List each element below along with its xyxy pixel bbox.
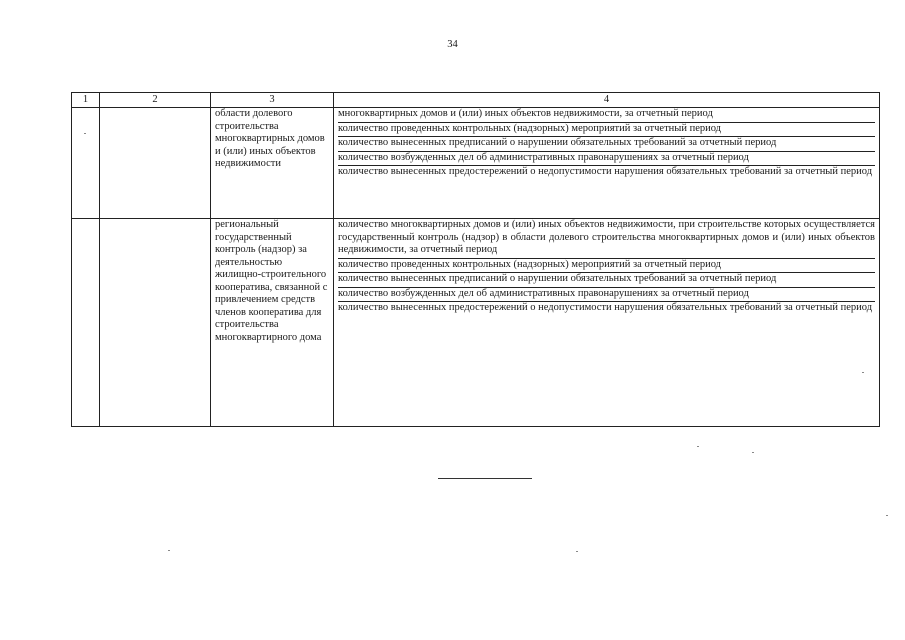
indicator-item: количество проведенных контрольных (надзорных) мероприятий за отчетный период: [338, 123, 875, 138]
indicator-cell: [334, 219, 880, 427]
header-col-2: 2: [100, 93, 211, 108]
control-subject: региональный государственный контроль (надзор) за деятельностью жилищно-строительного кооператива, связанной с привлечением средств членов кооператива для строительства многоквартирного дома: [211, 219, 334, 427]
table-row: [72, 219, 880, 427]
scan-speck: [84, 133, 86, 134]
table-header-row: [72, 93, 880, 108]
header-col-3: 3: [211, 93, 334, 108]
indicator-item: количество многоквартирных домов и (или) иных объектов недвижимости, при строительстве которых осуществляется государственный контроль (надзор) в области долевого строительства многоквартирных домов и (или) иных объектов недвижимости, за отчетный период: [338, 219, 875, 259]
scan-speck: [697, 446, 699, 447]
indicator-item: количество проведенных контрольных (надзорных) мероприятий за отчетный период: [338, 259, 875, 274]
indicators-table: [71, 92, 880, 427]
scan-speck: [576, 551, 578, 552]
indicator-cell: [334, 108, 880, 219]
indicator-item: количество вынесенных предписаний о нарушении обязательных требований за отчетный период: [338, 137, 875, 152]
scan-speck: [168, 550, 170, 551]
scan-speck: [886, 515, 888, 516]
indicator-item: многоквартирных домов и (или) иных объектов недвижимости, за отчетный период: [338, 108, 875, 123]
row-2-col-2: [100, 219, 211, 427]
indicator-item: количество вынесенных предостережений о недопустимости нарушения обязательных требований за отчетный период: [338, 302, 873, 313]
scan-speck: [752, 452, 754, 453]
indicator-item: количество вынесенных предостережений о недопустимости нарушения обязательных требований за отчетный период: [338, 166, 873, 177]
row-1-col-2: [100, 108, 211, 219]
indicator-item: количество вынесенных предписаний о нарушении обязательных требований за отчетный период: [338, 273, 875, 288]
table-row: [72, 108, 880, 219]
scan-speck: [862, 372, 864, 373]
row-1-col-1: [72, 108, 100, 219]
indicator-item: количество возбужденных дел об административных правонарушениях за отчетный период: [338, 152, 875, 167]
row-2-col-1: [72, 219, 100, 427]
footer-rule: [438, 478, 532, 479]
header-col-1: 1: [72, 93, 100, 108]
header-col-4: 4: [334, 93, 880, 108]
control-subject: области долевого строительства многоквартирных домов и (или) иных объектов недвижимости: [211, 108, 334, 219]
indicator-item: количество возбужденных дел об административных правонарушениях за отчетный период: [338, 288, 875, 303]
page-number: 34: [447, 39, 458, 50]
